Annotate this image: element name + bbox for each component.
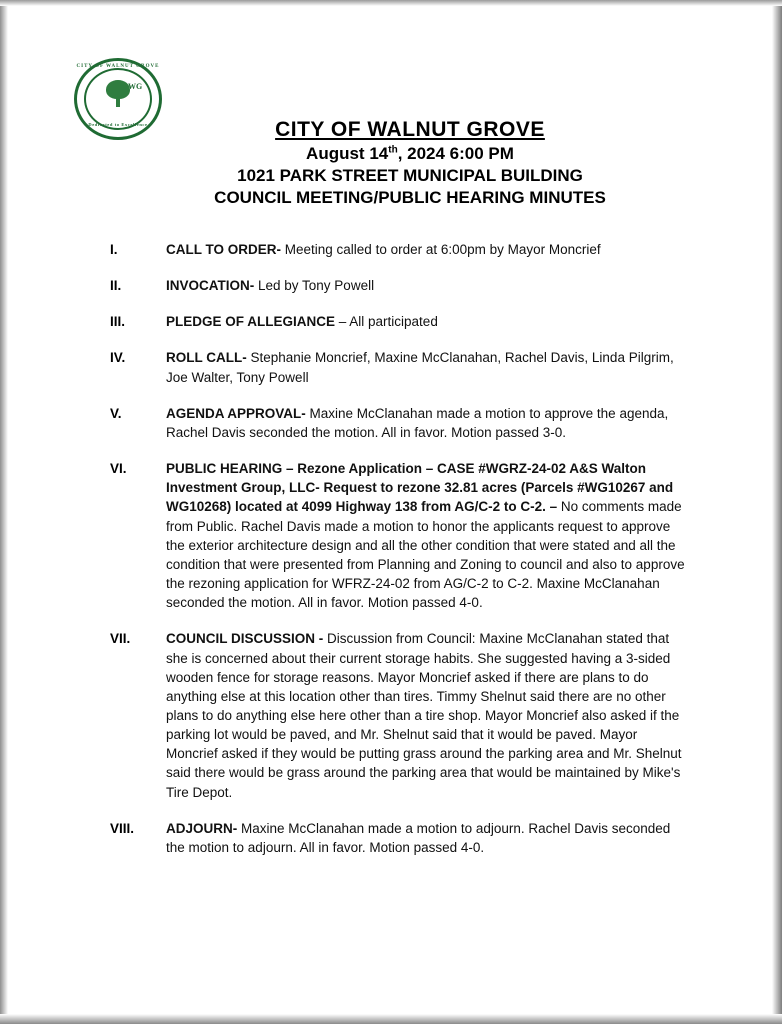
minutes-item-text <box>166 629 685 801</box>
minutes-item-body: Discussion from Council: Maxine McClanahan stated that she is concerned about their current storage habits. She suggested having a 3-sided wooden fence for storage reasons. Mayor Moncrief asked if there are plans to do anything else at this location other than tires. Timmy Shelnut said there are no other plans to do anything else here other than a tire shop. Mayor Moncrief also asked if the parking lot would be paved, and Mr. Shelnut said that it would be paved. Mayor Moncrief asked if they would be putting grass around the parking area and Mr. Shelnut said there would be grass around the parking area that would be maintained by Mike's Tire Depot. <box>166 631 682 800</box>
minutes-item-body: No comments made from Public. Rachel Davis made a motion to honor the applicants request to approve the exterior architecture design and all the other condition that were stated and all the condition that were presented from Planning and Zoning to council and also to approve the rezoning application for WFRZ-24-02 from AG/C-2 to C-2. Maxine McClanahan seconded the motion. All in favor. Motion passed 4-0. <box>166 499 685 611</box>
minutes-item-numeral: V. <box>110 405 122 421</box>
page-edge-left <box>0 0 8 1024</box>
minutes-item-text <box>166 312 685 331</box>
page-edge-bottom <box>0 1014 782 1024</box>
minutes-item-body: Led by Tony Powell <box>254 278 375 294</box>
page-edge-right <box>772 0 782 1024</box>
minutes-body <box>110 240 685 874</box>
tree-trunk <box>116 95 120 107</box>
minutes-item <box>110 819 685 857</box>
minutes-item-heading: INVOCATION- <box>166 278 255 294</box>
minutes-item-text <box>166 276 685 295</box>
minutes-item-body: Stephanie Moncrief, Maxine McClanahan, Rachel Davis, Linda Pilgrim, Joe Walter, Tony Powell <box>166 350 674 385</box>
minutes-item-numeral: IV. <box>110 350 126 366</box>
minutes-item-text <box>166 348 685 386</box>
meeting-date-suffix: , 2024 6:00 PM <box>397 144 514 163</box>
minutes-item-text <box>166 819 685 857</box>
page-title: CITY OF WALNUT GROVE <box>275 118 545 141</box>
minutes-item-text <box>166 404 685 442</box>
minutes-item <box>110 629 685 801</box>
minutes-item-numeral: II. <box>110 278 122 294</box>
minutes-item-heading: PUBLIC HEARING – Rezone Application – CASE #WGRZ-24-02 A&S Walton Investment Group, LLC- Request to rezone 32.81 acres (Parcels #WG10267 and WG10268) located at 4099 Highway 138 from AG/C-2 to C-2. – <box>166 461 674 515</box>
meeting-date-prefix: August 14 <box>306 144 389 163</box>
minutes-item-heading: ADJOURN- <box>166 820 238 836</box>
minutes-item-numeral: VII. <box>110 631 131 647</box>
document-header <box>130 118 690 208</box>
minutes-item-body: Maxine McClanahan made a motion to adjourn. Rachel Davis seconded the motion to adjourn. All in favor. Motion passed 4-0. <box>166 820 671 855</box>
meeting-address: 1021 PARK STREET MUNICIPAL BUILDING <box>237 166 583 185</box>
minutes-item <box>110 312 685 331</box>
minutes-item-heading: PLEDGE OF ALLEGIANCE <box>166 314 336 330</box>
minutes-item-body: Meeting called to order at 6:00pm by Mayor Moncrief <box>281 242 601 257</box>
meeting-type: COUNCIL MEETING/PUBLIC HEARING MINUTES <box>214 188 606 207</box>
minutes-item <box>110 459 685 612</box>
minutes-item-body: Maxine McClanahan made a motion to approve the agenda, Rachel Davis seconded the motion. All in favor. Motion passed 3-0. <box>166 405 669 440</box>
minutes-item <box>110 348 685 386</box>
minutes-item-text <box>166 240 685 259</box>
minutes-item <box>110 240 685 259</box>
seal-top-text: CITY OF WALNUT GROVE <box>76 64 160 69</box>
meeting-date-ordinal: th <box>388 144 398 156</box>
minutes-item-numeral: VI. <box>110 461 127 477</box>
seal-monogram: WG <box>128 82 143 91</box>
minutes-item-heading: COUNCIL DISCUSSION - <box>166 631 324 647</box>
minutes-item <box>110 404 685 442</box>
minutes-item <box>110 276 685 295</box>
minutes-item-heading: ROLL CALL- <box>166 350 247 366</box>
minutes-item-body: – All participated <box>335 314 438 330</box>
meeting-date <box>130 144 690 164</box>
minutes-item-text <box>166 459 685 612</box>
seal-bottom-text: Dedicated to Excellence <box>88 122 148 127</box>
minutes-item-numeral: III. <box>110 314 126 330</box>
tree-icon <box>106 80 130 108</box>
minutes-item-numeral: VIII. <box>110 820 135 836</box>
minutes-item-heading: CALL TO ORDER- <box>166 242 282 257</box>
minutes-item-numeral: I. <box>110 242 118 257</box>
minutes-item-heading: AGENDA APPROVAL- <box>166 405 306 421</box>
page-edge-top <box>0 0 782 6</box>
